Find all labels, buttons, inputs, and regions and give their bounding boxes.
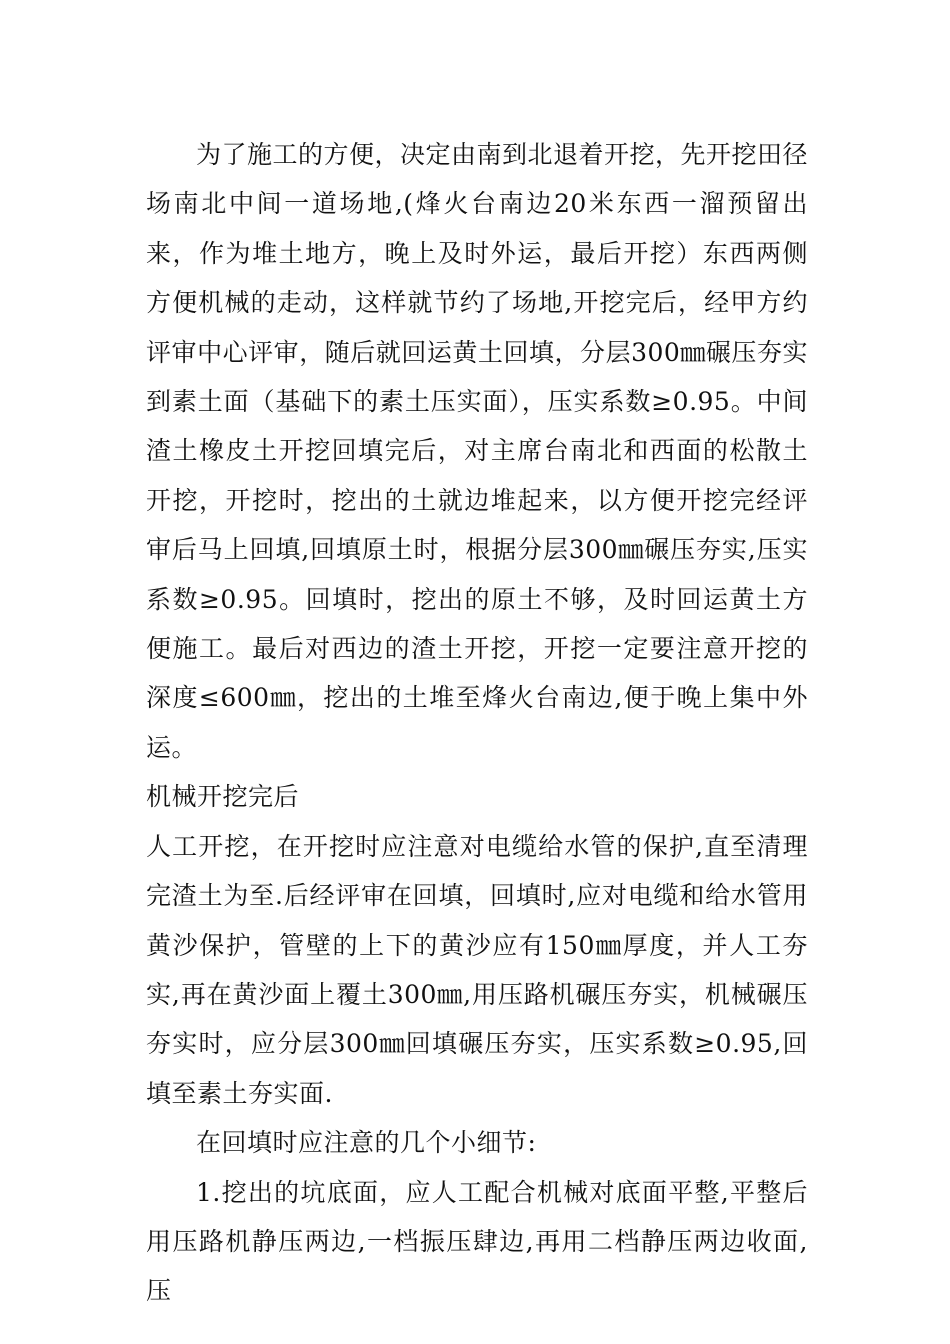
- paragraph-manual-excavation: 人工开挖，在开挖时应注意对电缆给水管的保护,直至清理完渣土为至.后经评审在回填，回填时,应对电缆和给水管用黄沙保护，管壁的上下的黄沙应有150㎜厚度，并人工夯实,再在黄沙面上覆土300㎜,用压路机碾压夯实，机械碾压夯实时，应分层300㎜回填碾压夯实，压实系数≥0.95,回填至素土夯实面.: [146, 831, 808, 1108]
- paragraph-detail-item-1: 1.挖出的坑底面，应人工配合机械对底面平整,平整后用压路机静压两边,一档振压肆边,再用二档静压两边收面,压: [146, 1177, 808, 1306]
- paragraph-after-machine-excavation: 机械开挖完后: [146, 782, 300, 812]
- paragraph-excavation-plan: 为了施工的方便，决定由南到北退着开挖，先开挖田径场南北中间一道场地,(烽火台南边20米东西一溜预留出来，作为堆土地方，晚上及时外运，最后开挖）东西两侧方便机械的走动，这样就节约了场地,开挖完后，经甲方约评审中心评审，随后就回运黄土回填，分层300㎜碾压夯实到素土面（基础下的素土压实面），压实系数≥0.95。中间渣土橡皮土开挖回填完后，对主席台南北和西面的松散土开挖，开挖时，挖出的土就边堆起来，以方便开挖完经评审后马上回填,回填原土时，根据分层300㎜碾压夯实,压实系数≥0.95。回填时，挖出的原土不够，及时回运黄土方便施工。最后对西边的渣土开挖，开挖一定要注意开挖的深度≤600㎜，挖出的土堆至烽火台南边,便于晚上集中外运。: [146, 140, 809, 762]
- document-body: [146, 130, 808, 1316]
- paragraph-backfill-details-heading: 在回填时应注意的几个小细节:: [196, 1128, 537, 1158]
